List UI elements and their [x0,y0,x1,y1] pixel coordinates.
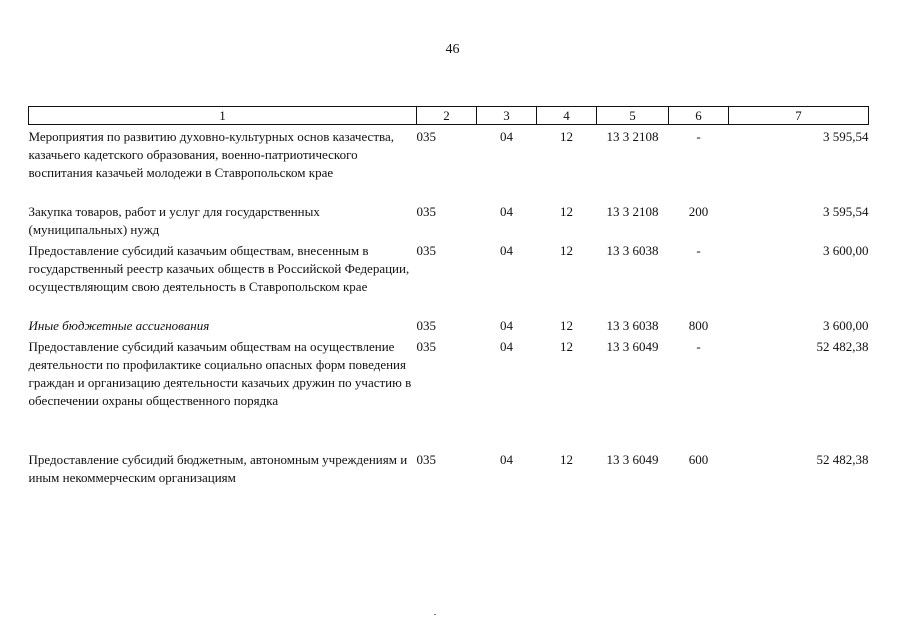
row-subsection: 12 [560,318,573,333]
header-row [29,107,869,125]
row-subsection: 12 [560,339,573,354]
table-row [29,125,869,201]
row-section: 04 [500,339,513,354]
row-amount: 3 600,00 [823,243,869,258]
row-amount: 3 600,00 [823,318,869,333]
header-cell-6: 6 [669,107,729,125]
header-cell-7: 7 [729,107,869,125]
header-cell-5: 5 [597,107,669,125]
header-cell-2: 2 [417,107,477,125]
row-expense-type: 600 [688,452,709,467]
row-expense-type: 200 [688,204,709,219]
row-code: 035 [416,339,436,354]
row-amount: 52 482,38 [816,452,869,467]
row-subsection: 12 [560,129,573,144]
row-target-article: 13 3 2108 [606,204,659,219]
table-row [29,448,869,487]
row-name: Иные бюджетные ассигнования [28,318,210,333]
table-row [29,200,869,239]
row-section: 04 [500,452,513,467]
row-code: 035 [416,129,436,144]
row-section: 04 [500,129,513,144]
row-subsection: 12 [560,204,573,219]
table-row [29,335,869,448]
row-section: 04 [500,204,513,219]
header-cell-3: 3 [477,107,537,125]
row-section: 04 [500,318,513,333]
row-section: 04 [500,243,513,258]
row-subsection: 12 [560,243,573,258]
table-row [29,239,869,314]
row-subsection: 12 [560,452,573,467]
header-cell-4: 4 [537,107,597,125]
row-name: Предоставление субсидий бюджетным, автономным учреждениям и иным некоммерческим организациям [28,452,408,485]
row-target-article: 13 3 6049 [606,339,659,354]
page-number: 46 [445,42,460,57]
row-target-article: 13 3 6049 [606,452,659,467]
row-code: 035 [416,318,436,333]
row-name: Предоставление субсидий казачьим обществам, внесенным в государственный реестр казачьих обществ в Российской Федерации, осуществляющим свою деятельность в Ставропольском крае [28,243,410,294]
budget-table [28,106,869,487]
row-expense-type: - [696,339,701,354]
row-amount: 52 482,38 [816,339,869,354]
row-code: 035 [416,243,436,258]
row-name: Закупка товаров, работ и услуг для государственных (муниципальных) нужд [28,204,320,237]
row-name: Предоставление субсидий казачьим обществам на осуществление деятельности по профилактике социально опасных форм поведения граждан и организацию деятельности казачьих дружин по участию в обеспечении охраны общественного порядка [28,339,412,408]
row-expense-type: - [696,129,701,144]
row-name: Мероприятия по развитию духовно-культурных основ казачества, казачьего кадетского образования, военно-патриотического воспитания казачьей молодежи в Ставропольском крае [28,129,394,180]
row-target-article: 13 3 2108 [606,129,659,144]
row-target-article: 13 3 6038 [606,318,659,333]
row-amount: 3 595,54 [823,204,869,219]
row-code: 035 [416,452,436,467]
header-cell-1: 1 [29,107,417,125]
row-amount: 3 595,54 [823,129,869,144]
scan-speck [434,614,436,615]
row-code: 035 [416,204,436,219]
row-expense-type: 800 [688,318,709,333]
table-row [29,314,869,335]
row-expense-type: - [696,243,701,258]
row-target-article: 13 3 6038 [606,243,659,258]
